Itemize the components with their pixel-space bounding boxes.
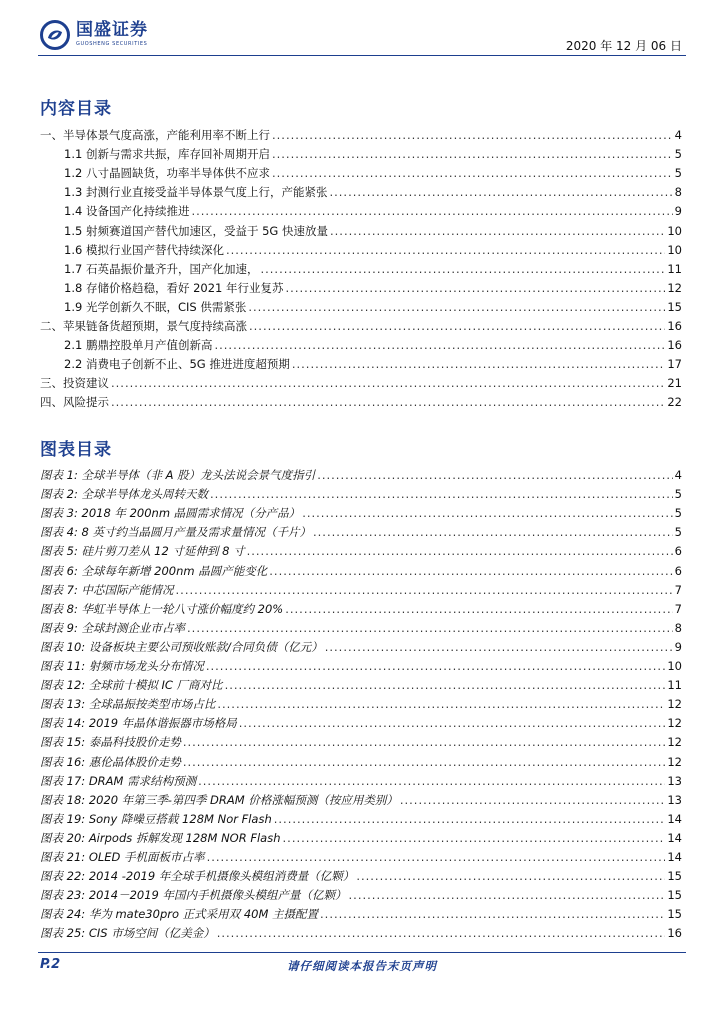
- toc-entry-title: 1.8 存储价格趋稳，看好 2021 年行业复苏: [64, 280, 284, 295]
- figure-entry-title: 图表 4: 8 英寸约当晶圆月产量及需求量情况（千片）: [40, 525, 311, 540]
- leader-dots: [292, 355, 666, 373]
- toc-entry-page: 21: [667, 376, 682, 391]
- figure-entry-page: 4: [674, 468, 682, 482]
- figure-entry[interactable]: [40, 466, 682, 484]
- figure-entry-page: 7: [674, 601, 682, 616]
- toc-entry-page: 10: [667, 223, 682, 238]
- figure-entry-page: 14: [667, 830, 682, 845]
- figure-entry-page: 16: [667, 926, 682, 941]
- figure-entry-page: 15: [667, 907, 682, 922]
- figure-entry-page: 14: [667, 811, 682, 826]
- toc-entry-page: 16: [667, 319, 682, 333]
- figure-entry[interactable]: [40, 829, 682, 847]
- leader-dots: [239, 714, 666, 732]
- figure-entry[interactable]: [40, 542, 682, 560]
- figure-entry-title: 图表 3: 2018 年 200nm 晶圆需求情况（分产品）: [40, 506, 301, 521]
- leader-dots: [206, 657, 666, 675]
- leader-dots: [214, 336, 665, 354]
- figure-entry-page: 13: [667, 792, 682, 807]
- figure-entry[interactable]: [40, 619, 682, 637]
- toc-entry[interactable]: [64, 241, 682, 259]
- figure-entry-title: 图表 6: 全球每年新增 200nm 晶圆产能变化: [40, 563, 268, 578]
- figure-entry-title: 图表 20: Airpods 拆解发现 128M NOR Flash: [40, 830, 281, 845]
- leader-dots: [183, 753, 666, 771]
- figure-entry-page: 9: [674, 639, 682, 654]
- figure-entry[interactable]: [40, 562, 682, 580]
- toc-entry[interactable]: [64, 222, 682, 240]
- leader-dots: [286, 279, 666, 297]
- leader-dots: [217, 695, 665, 713]
- leader-dots: [111, 393, 665, 411]
- toc-entry[interactable]: [40, 126, 682, 144]
- toc-entry-page: 4: [674, 128, 682, 142]
- toc-entry-page: 12: [667, 280, 682, 295]
- figure-entry-title: 图表 10: 设备板块主要公司预收账款/合同负债（亿元）: [40, 639, 323, 654]
- figure-entry[interactable]: [40, 733, 682, 751]
- leader-dots: [283, 829, 666, 847]
- toc-entry-title: 2.2 消费电子创新不止、5G 推进进度超预期: [64, 357, 290, 372]
- figure-entry[interactable]: [40, 638, 682, 656]
- leader-dots: [285, 600, 672, 618]
- figure-entry-title: 图表 16: 惠伦晶体股价走势: [40, 754, 181, 769]
- toc-entry[interactable]: [64, 355, 682, 373]
- footer-divider: [38, 952, 686, 953]
- toc-entry[interactable]: [40, 374, 682, 392]
- figure-entry-page: 12: [667, 735, 682, 750]
- leader-dots: [260, 260, 665, 278]
- toc-entry[interactable]: [64, 145, 682, 163]
- figure-entry-title: 图表 13: 全球晶振按类型市场占比: [40, 697, 216, 712]
- leader-dots: [272, 126, 673, 144]
- figure-entry-page: 10: [667, 659, 682, 673]
- figure-entry-page: 5: [674, 525, 682, 540]
- leader-dots: [274, 810, 666, 828]
- report-date: 2020 年 12 月 06 日: [565, 39, 682, 53]
- figure-entry[interactable]: [40, 714, 682, 732]
- leader-dots: [349, 886, 666, 904]
- figure-entry-title: 图表 23: 2014－2019 年国内手机摄像头模组产量（亿颗）: [40, 888, 347, 903]
- leader-dots: [111, 374, 665, 392]
- toc-entry-title: 三、投资建议: [40, 376, 109, 391]
- figure-entry-title: 图表 5: 硅片剪刀差从 12 寸延伸到 8 寸: [40, 544, 245, 559]
- figure-entry-title: 图表 18: 2020 年第三季-第四季 DRAM 价格涨幅预测（按应用类别）: [40, 792, 398, 807]
- toc-entry-title: 二、苹果链备货超预期，景气度持续高涨: [40, 319, 247, 333]
- logo-cn-text: 国盛证券: [76, 20, 148, 40]
- figure-entry-title: 图表 15: 泰晶科技股价走势: [40, 735, 181, 750]
- figure-entry[interactable]: [40, 581, 682, 599]
- figure-entry-title: 图表 9: 全球封测企业市占率: [40, 620, 186, 635]
- toc-entry-title: 1.7 石英晶振价量齐升，国产化加速，: [64, 261, 259, 276]
- figure-entry-title: 图表 14: 2019 年晶体谐振器市场格局: [40, 716, 237, 731]
- figure-entry[interactable]: [40, 905, 682, 923]
- figure-entry-title: 图表 11: 射频市场龙头分布情况: [40, 659, 204, 673]
- toc-entry-title: 1.3 封测行业直接受益半导体景气度上行，产能紧张: [64, 185, 328, 200]
- header-divider: [38, 55, 686, 56]
- toc-entry-title: 1.4 设备国产化持续推进: [64, 204, 190, 219]
- figure-entry-page: 7: [674, 582, 682, 597]
- figure-entry[interactable]: [40, 657, 682, 675]
- figure-entry[interactable]: [40, 886, 682, 904]
- leader-dots: [317, 466, 672, 484]
- toc-entry-title: 2.1 鹏鼎控股单月产值创新高: [64, 338, 213, 353]
- leader-dots: [176, 581, 673, 599]
- figure-entry-page: 11: [667, 678, 682, 693]
- figure-entry-title: 图表 19: Sony 降噪豆搭载 128M Nor Flash: [40, 811, 272, 826]
- figures-title: 图表目录: [40, 440, 112, 460]
- leader-dots: [210, 485, 673, 503]
- figure-entry-page: 14: [667, 850, 682, 864]
- figure-entry[interactable]: [40, 504, 682, 522]
- toc-entry[interactable]: [40, 393, 682, 411]
- toc-entry-title: 1.5 射频赛道国产替代加速区，受益于 5G 快速放量: [64, 223, 328, 238]
- leader-dots: [400, 791, 666, 809]
- toc-entry[interactable]: [64, 336, 682, 354]
- leader-dots: [191, 202, 672, 220]
- figure-entry-page: 15: [667, 869, 682, 884]
- leader-dots: [269, 562, 672, 580]
- toc-entry[interactable]: [64, 298, 682, 316]
- figure-entry-title: 图表 17: DRAM 需求结构预测: [40, 773, 197, 788]
- figure-entry[interactable]: [40, 485, 682, 503]
- guosheng-logo-icon: [40, 20, 70, 50]
- page-number: P.2: [40, 957, 61, 972]
- toc-entry-page: 16: [667, 338, 682, 353]
- figure-entry-title: 图表 12: 全球前十模拟 IC 厂商对比: [40, 678, 223, 693]
- leader-dots: [247, 542, 673, 560]
- figure-entry-title: 图表 8: 华虹半导体上一轮八寸涨价幅度约 20%: [40, 601, 284, 616]
- leader-dots: [272, 145, 673, 163]
- figure-entry-page: 15: [667, 888, 682, 903]
- figure-entry[interactable]: [40, 848, 682, 866]
- leader-dots: [330, 222, 665, 240]
- toc-entry[interactable]: [64, 164, 682, 182]
- figure-entry[interactable]: [40, 600, 682, 618]
- toc-entry-page: 8: [674, 185, 682, 200]
- toc-entry-page: 15: [667, 299, 682, 314]
- figure-entry-page: 12: [667, 754, 682, 769]
- toc-entry-title: 1.6 模拟行业国产替代持续深化: [64, 242, 224, 257]
- toc-entry[interactable]: [64, 260, 682, 278]
- figure-entry-page: 6: [674, 563, 682, 578]
- toc-entry-page: 22: [667, 395, 682, 410]
- toc-entry-title: 1.1 创新与需求共振，库存回补周期开启: [64, 147, 270, 162]
- toc-entry[interactable]: [64, 183, 682, 201]
- page-header: [0, 0, 724, 60]
- figure-entry[interactable]: [40, 791, 682, 809]
- leader-dots: [329, 183, 672, 201]
- leader-dots: [272, 164, 673, 182]
- leader-dots: [249, 317, 665, 335]
- figure-entry[interactable]: [40, 867, 682, 885]
- toc-entry-title: 1.2 八寸晶圆缺货，功率半导体供不应求: [64, 166, 270, 181]
- leader-dots: [302, 504, 672, 522]
- figure-entry-page: 12: [667, 697, 682, 712]
- figure-entry[interactable]: [40, 810, 682, 828]
- figure-entry-title: 图表 25: CIS 市场空间（亿美金）: [40, 926, 215, 941]
- figure-entry-title: 图表 21: OLED 手机面板市占率: [40, 850, 205, 864]
- toc-entry-page: 5: [674, 166, 682, 181]
- toc-entry-page: 5: [674, 147, 682, 162]
- toc-entry-title: 一、半导体景气度高涨，产能利用率不断上行: [40, 128, 270, 142]
- toc-entry-title: 1.9 光学创新久不眠，CIS 供需紧张: [64, 299, 247, 314]
- toc-entry-page: 17: [667, 357, 682, 372]
- toc-title: 内容目录: [40, 99, 112, 119]
- toc-entry[interactable]: [64, 279, 682, 297]
- figure-entry-title: 图表 24: 华为 mate30pro 正式采用双 40M 主摄配置: [40, 907, 319, 922]
- figure-entry-title: 图表 1: 全球半导体（非 A 股）龙头法说会景气度指引: [40, 468, 316, 482]
- figure-entry[interactable]: [40, 523, 682, 541]
- figure-entry-page: 12: [667, 716, 682, 731]
- leader-dots: [207, 848, 666, 866]
- toc-entry[interactable]: [64, 202, 682, 220]
- leader-dots: [187, 619, 673, 637]
- leader-dots: [225, 676, 666, 694]
- leader-dots: [217, 924, 666, 942]
- leader-dots: [248, 298, 665, 316]
- figure-entry[interactable]: [40, 676, 682, 694]
- figure-entry-title: 图表 2: 全球半导体龙头周转天数: [40, 487, 209, 502]
- company-logo: [40, 20, 148, 56]
- figure-entry-title: 图表 22: 2014 -2019 年全球手机摄像头模组消费量（亿颗）: [40, 869, 355, 884]
- leader-dots: [183, 733, 666, 751]
- figure-entry[interactable]: [40, 695, 682, 713]
- figure-entry-title: 图表 7: 中芯国际产能情况: [40, 582, 174, 597]
- figure-entry[interactable]: [40, 772, 682, 790]
- toc-entry-page: 9: [674, 204, 682, 219]
- figure-entry[interactable]: [40, 924, 682, 942]
- toc-entry-page: 11: [667, 261, 682, 276]
- toc-entry-page: 10: [667, 242, 682, 257]
- toc-entry[interactable]: [40, 317, 682, 335]
- footer-disclaimer: 请仔细阅读本报告末页声明: [287, 959, 437, 973]
- figure-entry-page: 6: [674, 544, 682, 559]
- figure-entry-page: 13: [667, 773, 682, 788]
- leader-dots: [226, 241, 665, 259]
- leader-dots: [320, 905, 665, 923]
- leader-dots: [313, 523, 673, 541]
- leader-dots: [198, 772, 665, 790]
- logo-en-text: GUOSHENG SECURITIES: [76, 41, 148, 47]
- figure-entry-page: 5: [674, 487, 682, 502]
- figure-entry-page: 8: [674, 620, 682, 635]
- figure-entry-page: 5: [674, 506, 682, 521]
- leader-dots: [325, 638, 673, 656]
- figure-entry[interactable]: [40, 753, 682, 771]
- toc-entry-title: 四、风险提示: [40, 395, 109, 410]
- leader-dots: [356, 867, 665, 885]
